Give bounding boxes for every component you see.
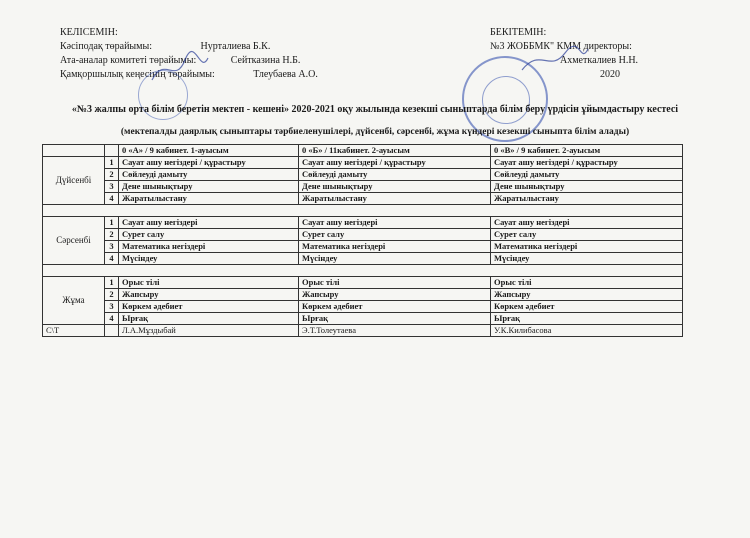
approval-line-3: Қамқоршылық кеңесінің төрайымы: Тлеубаева А.О. [60, 69, 318, 80]
table-row [43, 229, 683, 241]
schedule-table [42, 144, 683, 337]
table-row [43, 289, 683, 301]
table-row [43, 193, 683, 205]
subject-cell: Сауат ашу негіздері [491, 217, 683, 229]
teacher-name: Л.А.Мұздыбай [119, 325, 299, 337]
table-row [43, 169, 683, 181]
lesson-number: 4 [105, 253, 119, 265]
subject-cell: Сауат ашу негіздері / құрастыру [119, 157, 299, 169]
column-header: 0 «В» / 9 кабинет. 2-ауысым [491, 145, 683, 157]
subject-cell: Орыс тілі [491, 277, 683, 289]
subject-cell: Дене шынықтыру [299, 181, 491, 193]
table-row [43, 217, 683, 229]
subject-cell: Математика негіздері [299, 241, 491, 253]
subject-cell: Сөйлеуді дамыту [119, 169, 299, 181]
subject-cell: Дене шынықтыру [119, 181, 299, 193]
header-empty-cell [43, 145, 105, 157]
subject-cell: Сурет салу [491, 229, 683, 241]
subject-cell: Жаратылыстану [491, 193, 683, 205]
table-header-row [43, 145, 683, 157]
day-label: Сәрсенбі [43, 217, 105, 265]
table-cell [105, 325, 119, 337]
subject-cell: Жапсыру [299, 289, 491, 301]
subject-cell: Сөйлеуді дамыту [491, 169, 683, 181]
lesson-number: 4 [105, 313, 119, 325]
document-subtitle: (мектепалды даярлық сыныптары тәрбиеленушілері, дүйсенбі, сәрсенбі, жұма күндері кезекші сыныпта білім алады) [120, 127, 630, 137]
lesson-number: 3 [105, 301, 119, 313]
approval-title: КЕЛІСЕМІН: [60, 27, 118, 38]
subject-cell: Мүсіндеу [119, 253, 299, 265]
approve-year: 2020 [600, 69, 620, 80]
subject-cell: Көркем әдебиет [491, 301, 683, 313]
subject-cell: Дене шынықтыру [491, 181, 683, 193]
subject-cell: Мүсіндеу [299, 253, 491, 265]
lesson-number: 1 [105, 157, 119, 169]
spacer-row [43, 265, 683, 277]
lesson-number: 4 [105, 193, 119, 205]
table-row [43, 313, 683, 325]
table-row [43, 277, 683, 289]
document-title: «№3 жалпы орта білім беретін мектеп - кешені» 2020-2021 оқу жылында кезекші сыныптарда білім беру үрдісін ұйымдастыру кестесі [71, 104, 679, 115]
column-header: 0 «Б» / 11кабинет. 2-ауысым [299, 145, 491, 157]
teacher-name: Э.Т.Толеутаева [299, 325, 491, 337]
approval-line-2: Ата-аналар комитеті төрайымы: Сейтказина Н.Б. [60, 55, 301, 66]
column-header: 0 «А» / 9 кабинет. 1-ауысым [119, 145, 299, 157]
approve-line-2: Ахметкалиев Н.Н. [560, 55, 639, 66]
subject-cell: Сауат ашу негіздері [119, 217, 299, 229]
teacher-name: У.К.Килибасова [491, 325, 683, 337]
subject-cell: Орыс тілі [299, 277, 491, 289]
signature-left [150, 50, 210, 90]
subject-cell: Сауат ашу негіздері / құрастыру [299, 157, 491, 169]
lesson-number: 2 [105, 289, 119, 301]
subject-cell: Сөйлеуді дамыту [299, 169, 491, 181]
signature-right [520, 45, 590, 75]
spacer-cell [43, 205, 683, 217]
subject-cell: Математика негіздері [491, 241, 683, 253]
teachers-label: С\Т [43, 325, 105, 337]
subject-cell: Орыс тілі [119, 277, 299, 289]
subject-cell: Математика негіздері [119, 241, 299, 253]
lesson-number: 3 [105, 181, 119, 193]
header-empty-cell [105, 145, 119, 157]
lesson-number: 1 [105, 217, 119, 229]
subject-cell: Жаратылыстану [299, 193, 491, 205]
subject-cell: Сауат ашу негіздері [299, 217, 491, 229]
approve-line-1: №3 ЖОББМК" КММ директоры: [490, 41, 632, 52]
subject-cell: Сурет салу [299, 229, 491, 241]
approve-title: БЕКІТЕМІН: [490, 27, 547, 38]
table-row [43, 241, 683, 253]
subject-cell: Жапсыру [491, 289, 683, 301]
spacer-cell [43, 265, 683, 277]
subject-cell: Ырғақ [491, 313, 683, 325]
table-row [43, 301, 683, 313]
lesson-number: 1 [105, 277, 119, 289]
subject-cell: Сауат ашу негіздері / құрастыру [491, 157, 683, 169]
spacer-row [43, 205, 683, 217]
lesson-number: 2 [105, 169, 119, 181]
day-label: Дүйсенбі [43, 157, 105, 205]
lesson-number: 2 [105, 229, 119, 241]
subject-cell: Көркем әдебиет [299, 301, 491, 313]
approval-line-1: Кәсіподақ төрайымы: Нурталиева Б.К. [60, 41, 271, 52]
table-row [43, 181, 683, 193]
subject-cell: Ырғақ [119, 313, 299, 325]
subject-cell: Көркем әдебиет [119, 301, 299, 313]
teachers-row [43, 325, 683, 337]
subject-cell: Сурет салу [119, 229, 299, 241]
subject-cell: Мүсіндеу [491, 253, 683, 265]
subject-cell: Жапсыру [119, 289, 299, 301]
lesson-number: 3 [105, 241, 119, 253]
day-label: Жұма [43, 277, 105, 325]
table-row [43, 253, 683, 265]
subject-cell: Ырғақ [299, 313, 491, 325]
subject-cell: Жаратылыстану [119, 193, 299, 205]
table-row [43, 157, 683, 169]
